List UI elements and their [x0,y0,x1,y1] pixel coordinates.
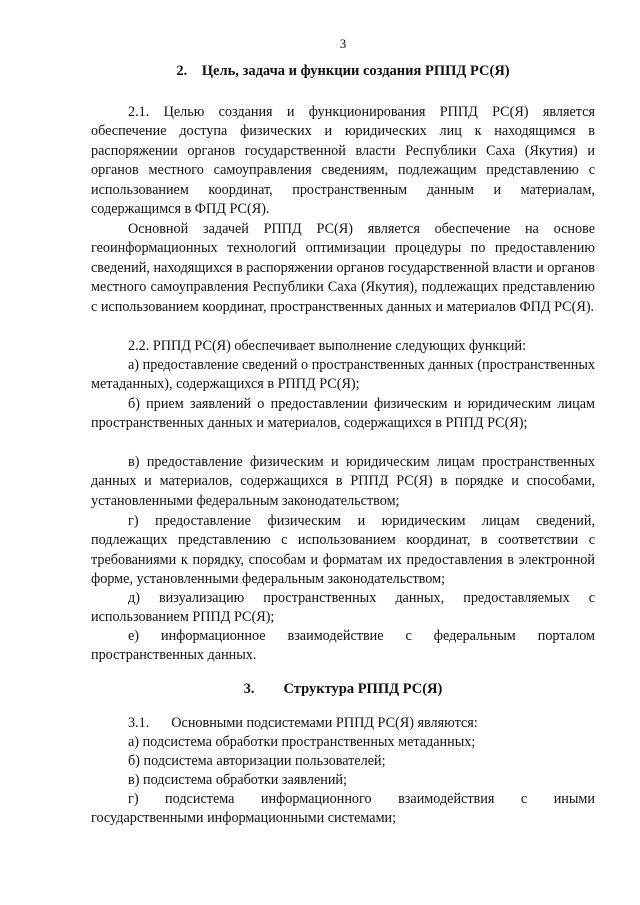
function-item-g: г) предоставление физическим и юридическим лицам сведений, подлежащих представлению с использованием координат, в соответствии с требованиями к порядку, способам и форматам их предоставления в электронной форме, установленными федеральным законодательством; [91,513,595,588]
paragraph-2-1: 2.1. Целью создания и функционирования РППД РС(Я) является обеспечение доступа физических и юридических лиц к находящимся в распоряжении органов государственной власти Республики Саха (Якутия) и органов местного самоуправления сведениям, подлежащим представлению с использованием координат, пространственным данным и материалам, содержащимся в ФПД РС(Я). [91,104,595,218]
paragraph-main-task: Основной задачей РППД РС(Я) является обеспечение на основе геоинформационных технологий оптимизации процедуры по предоставлению сведений, находящихся в распоряжении органов государственной власти и органов местного самоуправления Республики Саха (Якутия), подлежащих представлению с использованием координат, пространственных данных и материалов ФПД РС(Я). [91,221,595,315]
page-number: 3 [339,36,347,51]
section-2-heading: 2. Цель, задача и функции создания РППД РС(Я) [176,63,510,79]
subsystem-item-a: а) подсистема обработки пространственных метаданных; [128,734,476,750]
function-item-d: д) визуализацию пространственных данных, предоставляемых с использованием РППД РС(Я); [91,590,595,626]
function-item-b: б) прием заявлений о предоставлении физическим и юридическим лицам пространственных данных и материалов, содержащихся в РППД РС(Я); [91,396,595,432]
paragraph-2-2: 2.2. РППД РС(Я) обеспечивает выполнение следующих функций: [128,338,527,354]
section-3-heading: 3. Структура РППД РС(Я) [243,681,443,697]
function-item-e: е) информационное взаимодействие с федеральным порталом пространственных данных. [91,628,595,664]
function-item-v: в) предоставление физическим и юридическим лицам пространственных данных и материалов, содержащихся в РППД РС(Я) в порядке и способами, установленными федеральным законодательством; [91,454,595,509]
function-item-a: а) предоставление сведений о пространственных данных (пространственных метаданных), содержащихся в РППД РС(Я); [91,357,595,393]
subsystem-item-g: г) подсистема информационного взаимодействия с иными государственными информационными системами; [91,791,595,827]
paragraph-3-1 [91,714,595,733]
subsystem-item-b: б) подсистема авторизации пользователей; [128,753,386,769]
subsystem-item-v: в) подсистема обработки заявлений; [128,772,347,788]
paragraph-3-1-text: Основными подсистемами РППД РС(Я) являются: [171,715,478,731]
paragraph-3-1-number: 3.1. [128,715,150,731]
